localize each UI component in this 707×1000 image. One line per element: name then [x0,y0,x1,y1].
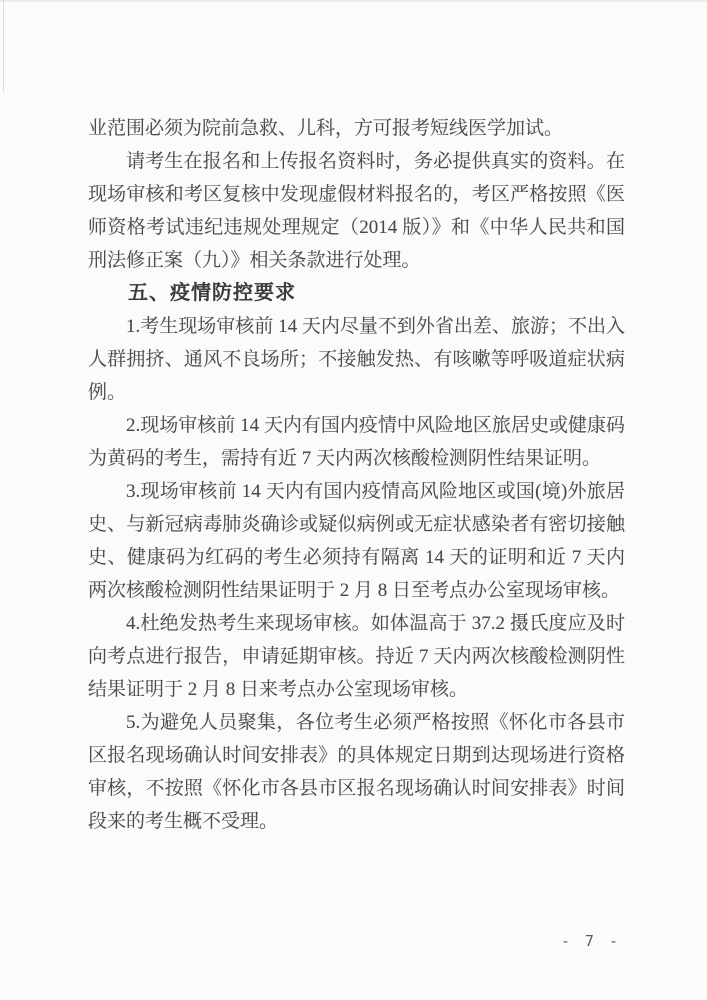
page-number: - 7 - [560,932,621,950]
scan-edge-artifact-top [0,0,707,2]
list-item-1-travel-restriction: 1.考生现场审核前 14 天内尽量不到外省出差、旅游；不出入人群拥挤、通风不良场所；不接触发热、有咳嗽等呼吸道症状病例。 [88,316,625,403]
paragraph-continuation: 业范围必须为院前急救、儿科，方可报考短线医学加试。 [88,118,564,139]
document-body [88,112,625,838]
scan-edge-artifact-left [3,0,4,92]
list-item-3-high-risk-red-code: 3.现场审核前 14 天内有国内疫情高风险地区或国(境)外旅居史、与新冠病毒肺炎确诊或疑似病例或无症状感染者有密切接触史、健康码为红码的考生必须持有隔离 14 天的证明和近 7 天内两次核酸检测阴性结果证明于 2 月 8 日至考点办公室现场审核。 [88,481,625,601]
paragraph-truthful-materials-notice: 请考生在报名和上传报名资料时，务必提供真实的资料。在现场审核和考区复核中发现虚假材料报名的，考区严格按照《医师资格考试违纪违规处理规定（2014 版）》和《中华人民共和国刑法修正案（九）》相关条款进行处理。 [88,151,625,271]
list-item-4-fever-policy: 4.杜绝发热考生来现场审核。如体温高于 37.2 摄氏度应及时向考点进行报告，申请延期审核。持近 7 天内两次核酸检测阴性结果证明于 2 月 8 日来考点办公室现场审核。 [88,613,625,700]
list-item-5-schedule-compliance: 5.为避免人员聚集，各位考生必须严格按照《怀化市各县市区报名现场确认时间安排表》的具体规定日期到达现场进行资格审核，不按照《怀化市各县市区报名现场确认时间安排表》时间段来的考生概不受理。 [88,712,625,832]
section-heading-epidemic-prevention: 五、疫情防控要求 [128,282,296,304]
list-item-2-medium-risk-yellow-code: 2.现场审核前 14 天内有国内疫情中风险地区旅居史或健康码为黄码的考生，需持有近 7 天内两次核酸检测阴性结果证明。 [88,415,625,469]
